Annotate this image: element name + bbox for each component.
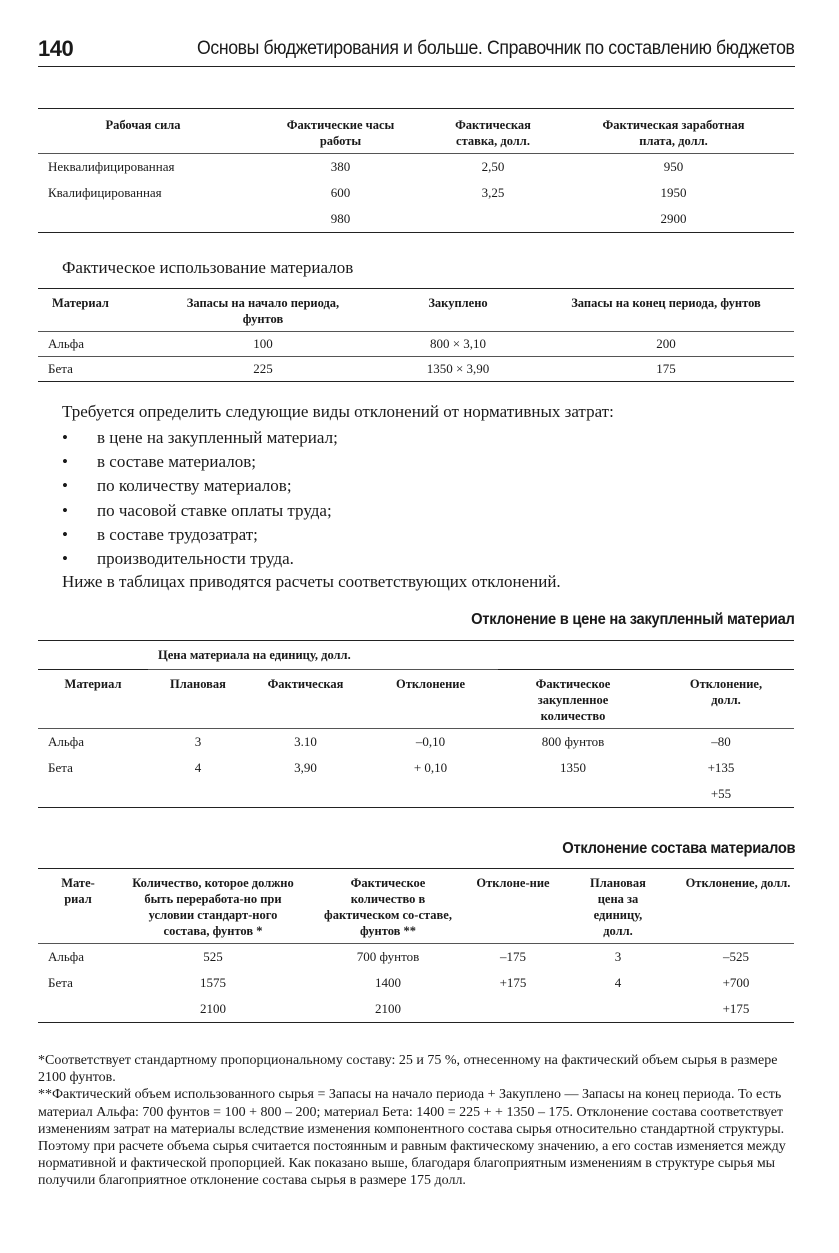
table-cell: 380 [330, 159, 351, 174]
table-cell: 2,50 [481, 159, 505, 174]
table-header-row [38, 289, 794, 332]
footnote: **Фактический объем использованного сырья = Запасы на начало периода + Закуплено — Запасы на конец периода. То есть материал Альфа: 700 фунтов = 100 + 800 – 200; материал Бета: 1400 = 225 + + 1350 – 175. Отклонение состава соответствует изменениям затрат на материалы вследствие изменения компонентного состава сырья относительно стандартной структуры. Поэтому при расчете объема сырья считается постоянным и равным фактическому значению, а его состав изменяется между нормативной и фактической пропорцией. Как показано выше, благодаря благоприятным изменениям в структуре сырья мы получили благоприятное отклонение состава сырья в размере 175 долл. [38, 1087, 786, 1189]
table-cell: 800 фунтов [541, 734, 605, 749]
column-header: Фактическая [267, 677, 344, 691]
column-header: Закуплено [428, 296, 488, 310]
table-row [38, 332, 794, 357]
table-cell [38, 206, 248, 233]
list-item: • производительности труда. [62, 547, 338, 571]
table-cell [38, 996, 118, 1023]
table-cell: 3 [194, 734, 202, 749]
table-row [38, 180, 794, 206]
table-cell: 2900 [660, 211, 687, 226]
table-cell: +700 [722, 975, 750, 990]
task-list [62, 426, 338, 571]
task-intro: Требуется определить следующие виды отклонений от нормативных затрат: [62, 402, 614, 421]
empty-header [648, 641, 794, 670]
table-row [38, 970, 794, 996]
table-cell: –0,10 [415, 734, 446, 749]
column-header: Плановая [170, 677, 226, 691]
table-cell: Альфа [48, 734, 84, 749]
header-rule [38, 66, 795, 67]
list-item: • в цене на закупленный материал; [62, 426, 338, 450]
column-header: Фактическая заработная плата, долл. [602, 118, 745, 148]
materials-caption: Фактическое использование материалов [62, 258, 354, 277]
table-cell: 4 [614, 975, 622, 990]
table-group-header-row [38, 641, 794, 670]
table-cell: 2100 [375, 1001, 401, 1016]
column-header: Запасы на начало периода, фунтов [186, 296, 340, 326]
table-cell [248, 781, 363, 808]
table-cell: Неквалифицированная [48, 159, 175, 174]
table-total-row [38, 781, 794, 808]
table-cell: Альфа [48, 336, 84, 351]
column-header: Материал [52, 296, 109, 310]
table-cell: +135 [707, 760, 735, 775]
table-cell [558, 996, 678, 1023]
table-cell: Бета [48, 975, 73, 990]
table-cell [38, 781, 148, 808]
table-cell [363, 781, 498, 808]
footnote: *Соответствует стандартному пропорциональному составу: 25 и 75 %, отнесенному на фактический объем сырья в размере 2100 фунтов. [38, 1053, 778, 1086]
table-cell: 3 [614, 949, 622, 964]
table-cell: 2100 [200, 1001, 226, 1016]
column-header: Фактические часы работы [286, 118, 395, 148]
group-header: Цена материала на единицу, долл. [148, 641, 498, 670]
table-cell [148, 781, 248, 808]
column-header: Отклоне-ние [476, 876, 550, 890]
table-cell: 700 фунтов [356, 949, 420, 964]
table-header-row [38, 670, 794, 729]
footnotes [38, 1052, 798, 1190]
column-header: Материал [64, 677, 122, 691]
price-variance-table [38, 640, 794, 808]
book-title: Основы бюджетирования и больше. Справочник по составлению бюджетов [197, 38, 795, 59]
table-cell: 225 [253, 361, 273, 376]
table-row [38, 729, 794, 756]
list-item: • в составе трудозатрат; [62, 523, 338, 547]
table-cell: 1575 [200, 975, 226, 990]
table-cell: Бета [48, 760, 73, 775]
price-section-title: Отклонение в цене на закупленный материал [471, 611, 795, 628]
table-cell: 3,25 [481, 185, 505, 200]
table-cell: –175 [500, 949, 526, 964]
table-cell: 1350 × 3,90 [426, 361, 490, 376]
task-outro: Ниже в таблицах приводятся расчеты соответствующих отклонений. [62, 572, 561, 591]
table-header-row [38, 109, 794, 154]
column-header: Отклонение [395, 677, 466, 691]
table-cell: 600 [330, 185, 351, 200]
column-header: Мате-риал [61, 876, 95, 906]
table-row [38, 357, 794, 382]
table-cell: Бета [48, 361, 73, 376]
page-number: 140 [38, 36, 74, 61]
table-cell: 1950 [660, 185, 687, 200]
table-cell: 980 [330, 211, 351, 226]
mix-variance-table [38, 868, 794, 1023]
column-header: Рабочая сила [105, 118, 181, 132]
table-cell: Квалифицированная [48, 185, 162, 200]
table-cell [433, 206, 553, 233]
table-cell [468, 996, 558, 1023]
column-header: Отклонение, долл. [689, 677, 763, 707]
table-cell: 950 [663, 159, 684, 174]
table-total-row [38, 206, 794, 233]
table-cell [498, 781, 648, 808]
table-cell: +55 [710, 786, 732, 801]
list-item: • по количеству материалов; [62, 474, 338, 498]
mix-section-title: Отклонение состава материалов [561, 840, 795, 857]
empty-header [498, 641, 648, 670]
table-cell: 4 [194, 760, 202, 775]
materials-table [38, 288, 794, 382]
table-cell: 525 [203, 949, 223, 964]
list-item: • в составе материалов; [62, 450, 338, 474]
column-header: Фактическое количество в фактическом со-ставе, фунтов ** [324, 876, 452, 938]
table-cell: +175 [499, 975, 527, 990]
column-header: Фактическая ставка, долл. [455, 118, 531, 148]
table-cell: 1350 [560, 760, 586, 775]
table-cell: 200 [656, 336, 676, 351]
table-cell: 175 [656, 361, 676, 376]
table-cell: 3.10 [294, 734, 317, 749]
table-cell: –80 [711, 734, 731, 749]
column-header: Плановая цена за единицу, долл. [590, 876, 646, 938]
column-header: Количество, которое должно быть переработа-но при условии стандарт-ного состава, фунтов * [132, 876, 294, 938]
table-row [38, 154, 794, 181]
table-row [38, 944, 794, 971]
column-header: Отклонение, долл. [685, 876, 791, 890]
page-header [38, 34, 795, 68]
list-item: • по часовой ставке оплаты труда; [62, 499, 338, 523]
table-cell: 3,90 [294, 760, 317, 775]
empty-header [38, 641, 148, 670]
table-cell: Альфа [48, 949, 84, 964]
labor-table [38, 108, 794, 233]
table-header-row [38, 869, 794, 944]
table-row [38, 755, 794, 781]
column-header: Фактическое закупленное количество [535, 677, 611, 723]
table-cell: 1400 [375, 975, 401, 990]
table-cell: +175 [722, 1001, 750, 1016]
table-cell: –525 [723, 949, 749, 964]
table-total-row [38, 996, 794, 1023]
column-header: Запасы на конец периода, фунтов [571, 296, 761, 310]
table-cell: 100 [253, 336, 273, 351]
table-cell: + 0,10 [413, 760, 448, 775]
table-cell: 800 × 3,10 [429, 336, 487, 351]
